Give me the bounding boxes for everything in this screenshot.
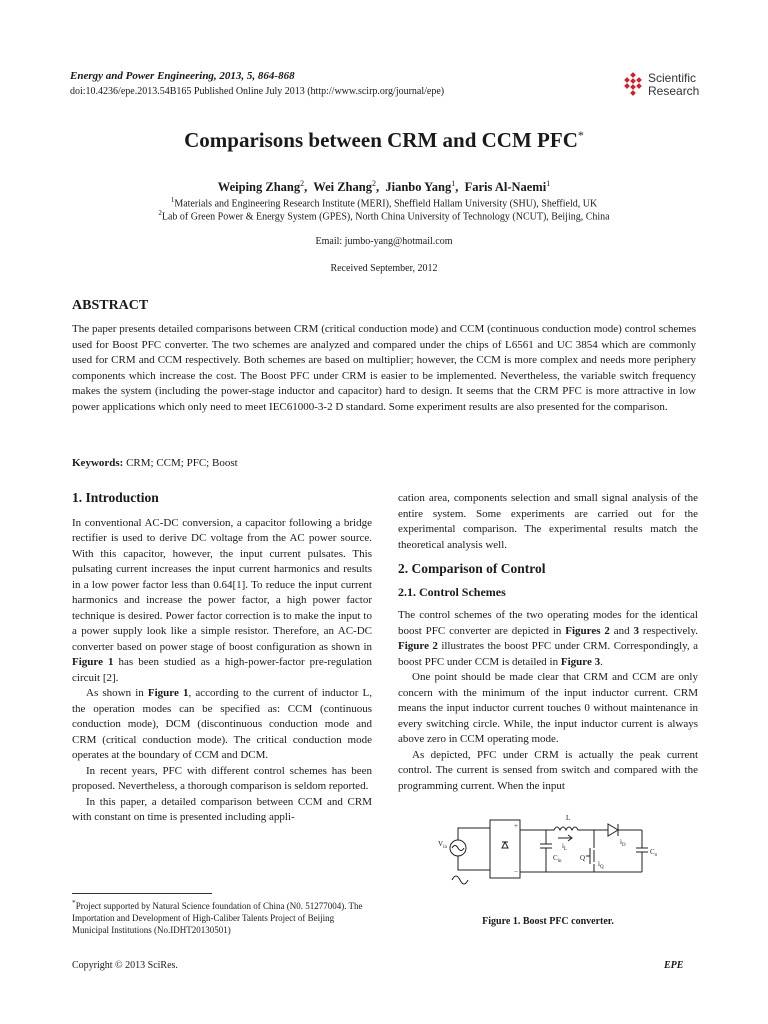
co-label: $C_o$ xyxy=(650,848,658,858)
vin-label: $V_{in}$ xyxy=(438,840,447,850)
author-list: Weiping Zhang$^2$, Wei Zhang$^2$, Jianbo Yang$^1$, Faris Al-Naemi$^1$ xyxy=(217,179,551,195)
q-label: Q xyxy=(580,854,586,862)
section-heading: 1. Introduction xyxy=(72,490,159,505)
iq-label: $i_Q$ xyxy=(598,860,604,870)
paragraph xyxy=(72,516,372,687)
affiliation-1 xyxy=(0,196,768,209)
paragraph-text: As shown in xyxy=(86,687,148,699)
paragraph: As depicted, PFC under CRM is actually the peak current control. The current is sensed from switch and compared with the programming current. When the input xyxy=(398,748,698,792)
figure-reference: Figure 1 xyxy=(72,656,114,668)
boost-pfc-circuit-diagram xyxy=(432,808,662,898)
footnote-mark: * xyxy=(72,898,76,907)
logo-mark-icon xyxy=(622,72,644,96)
scientific-research-logo xyxy=(622,72,712,98)
journal-abbreviation: EPE xyxy=(664,960,684,971)
paragraph: In recent years, PFC with different control schemes has been proposed. Nevertheless, a thorough comparison is seldom reported. xyxy=(72,764,372,792)
paragraph-text: and xyxy=(609,624,634,637)
copyright: Copyright © 2013 SciRes. xyxy=(72,960,178,971)
plus-label: + xyxy=(514,822,518,830)
keywords-label: Keywords: xyxy=(72,457,124,469)
paragraph xyxy=(398,608,698,670)
keywords-value: CRM; CCM; PFC; Boost xyxy=(126,457,238,469)
title-footnote-mark: * xyxy=(577,128,584,142)
contact-email: Email: jumbo-yang@hotmail.com xyxy=(315,236,453,247)
paragraph-text: , according to the current of inductor L, the operation modes can be specified as: CCM (continuous conduction mode), DCM (discontinuous conduction mode and CRM (critical conduction mode). The critical conduction mode operates at the boundary of CCM and DCM. xyxy=(72,687,372,761)
paragraph-text: illustrates the boost PFC under CRM. Correspondingly, a boost PFC under CCM is detailed in xyxy=(398,640,698,668)
author-name: Weiping Zhang xyxy=(217,180,301,195)
author-sup: 2 xyxy=(371,179,376,188)
keywords-line xyxy=(72,457,238,469)
paper-title xyxy=(0,128,768,153)
affiliation-text: Lab of Green Power & Energy System (GPES), North China University of Technology (NCUT), Beijing, China xyxy=(161,211,610,223)
logo-line1: Scientific xyxy=(648,71,697,85)
footnote xyxy=(72,897,372,936)
inductor-label: L xyxy=(566,814,571,822)
left-column xyxy=(72,490,372,826)
doi-line: doi:10.4236/epe.2013.54B165 Published Online July 2013 (http://www.scirp.org/journal/epe) xyxy=(70,86,445,97)
journal-citation: Energy and Power Engineering, 2013, 5, 864-868 xyxy=(70,70,295,82)
footnote-divider xyxy=(72,893,212,894)
abstract-heading: ABSTRACT xyxy=(72,298,149,313)
figure-reference: Figures 2 xyxy=(565,624,610,637)
figure-reference: Figure 1 xyxy=(147,687,189,699)
author-name: Jianbo Yang xyxy=(385,180,452,195)
paragraph-text: respectively. xyxy=(638,624,698,637)
affiliation-2 xyxy=(0,209,768,222)
footnote-text: Project supported by Natural Science foundation of China (N0. 51277004). The Importation and Development of High-Caliber Talents Project of Beijing Municipal Institutions (No.IDHT20130501) xyxy=(72,901,363,935)
paragraph-text: The control schemes of the two operating modes for the identical boost PFC converter are depicted in xyxy=(398,609,698,637)
author-sup: 2 xyxy=(300,179,305,188)
figure-reference: 3 xyxy=(633,624,639,637)
figure-caption: Figure 1. Boost PFC converter. xyxy=(482,916,614,927)
figure-reference: Figure 2 xyxy=(398,640,438,652)
right-column xyxy=(398,491,698,794)
paragraph: One point should be made clear that CRM and CCM are only concern with the minimum of the input inductor current. CRM means the input inductor current touches 0 without maintenance in every switching circle. While, the input inductor current is always above zero in CCM operating mode. xyxy=(398,671,698,745)
affiliation-sup: 1 xyxy=(170,196,175,204)
abstract-text: The paper presents detailed comparisons between CRM (critical conduction mode) and CCM (continuous conduction mode) control schemes used for Boost PFC converter. The two schemes are analyzed and compared under the chips of L6561 and UC 3854 which are commonly used for CRM and CCM respectively. Both schemes are based on multiplier; however, the CCM is more complex and needs more periphery components which increase the cost. The Boost PFC under CRM is easier to be implemented. Nevertheless, the variable switch frequency makes the system (including the power-stage inductor and capacitor) hard to design. It seems that the CRM PFC is more attractive in low power applications which only need to meet IEC61000-3-2 D standard. Some experiment results are also presented for the comparison. xyxy=(72,323,696,413)
author-sup: 1 xyxy=(546,179,551,188)
logo-line2: Research xyxy=(648,84,700,98)
il-label: $i_L$ xyxy=(562,842,568,852)
subsection-heading: 2.1. Control Schemes xyxy=(398,584,506,599)
paragraph-continuation: cation area, components selection and small signal analysis of the entire system. Some experiments are carried out for the experimental comparison. The experimental results match the theoretical analysis well. xyxy=(398,492,698,551)
paragraph: In this paper, a detailed comparison between CCM and CRM with constant on time is presented including appli- xyxy=(72,795,372,823)
paragraph-text: . xyxy=(600,655,603,668)
paragraph-text: In conventional AC-DC conversion, a capacitor following a bridge rectifier is used to derive DC voltage from the AC power source. With this capacitor, however, the input current pulsates. This pulsating current increases the input current harmonics and results in a low power factor less than 0.64[1]. To reduce the input current harmonics and increase the power factor, a high power factor technique is desired. Power factor correction is to make the input to a power supply look like a simple resistor. Therefore, an AC-DC converter based on power stage of boost configuration as shown in xyxy=(72,516,372,653)
section-heading: 2. Comparison of Control xyxy=(398,561,546,576)
affiliation-text: Materials and Engineering Research Institute (MERI), Sheffield Hallam University (SHU), Sheffield, UK xyxy=(174,198,598,210)
figure-reference: Figure 3 xyxy=(560,655,601,668)
author-name: Faris Al-Naemi xyxy=(464,180,547,195)
minus-label: − xyxy=(514,868,518,876)
paragraph xyxy=(72,686,372,764)
author-name: Wei Zhang xyxy=(313,180,372,195)
paragraph-text: has been studied as a high-power-factor pre-regulation circuit [2]. xyxy=(72,656,372,684)
affiliation-sup: 2 xyxy=(158,209,162,217)
paper-title-text: Comparisons between CRM and CCM PFC xyxy=(184,128,578,152)
received-date: Received September, 2012 xyxy=(330,263,438,274)
cin-label: $C_{in}$ xyxy=(553,854,562,864)
author-sup: 1 xyxy=(451,179,456,188)
id-label: $i_D$ xyxy=(620,838,626,848)
